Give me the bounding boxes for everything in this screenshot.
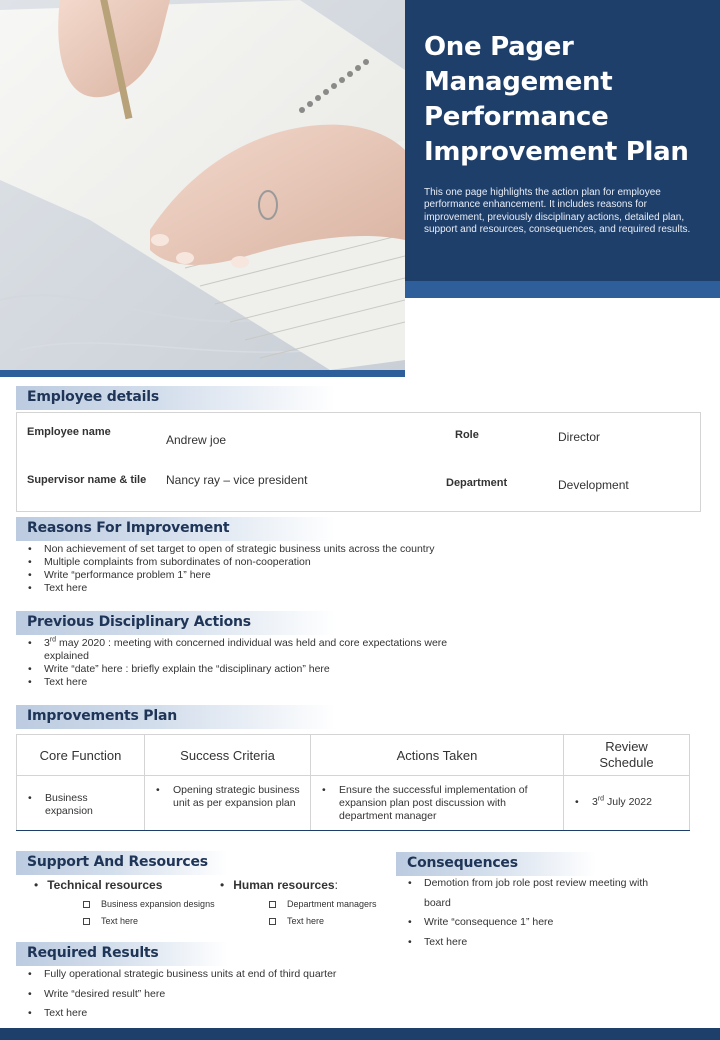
list-item: • Text here — [16, 1004, 416, 1024]
technical-resources-label: • Technical resources — [34, 878, 163, 892]
list-item: • Write “consequence 1” here — [396, 913, 666, 933]
table-header-row — [17, 735, 690, 776]
list-item: • Write “desired result” here — [16, 985, 416, 1005]
table-cell: • Business expansion — [17, 776, 145, 831]
table-cell: • 3rd July 2022 — [564, 776, 690, 831]
improvements-plan-heading: Improvements Plan — [16, 705, 336, 729]
department-label: Department — [446, 477, 508, 489]
list-item: • Non achievement of set target to open of strategic business units across the country — [16, 543, 696, 556]
footer-band — [0, 1028, 720, 1040]
required-results-heading: Required Results — [16, 942, 228, 966]
previous-actions-heading: Previous Disciplinary Actions — [16, 611, 336, 635]
support-resources-heading: Support And Resources — [16, 851, 228, 875]
photo-accent-stripe — [0, 370, 405, 377]
table-row — [17, 776, 690, 831]
employee-name-value: Andrew joe — [166, 433, 227, 447]
column-header: Actions Taken — [311, 735, 564, 776]
hero-photo — [0, 0, 405, 370]
consequences-list — [396, 874, 666, 952]
column-header: Success Criteria — [145, 735, 311, 776]
checkbox-icon — [269, 918, 276, 925]
previous-actions-list — [16, 637, 486, 689]
role-label: Role — [455, 429, 479, 441]
reasons-list — [16, 543, 696, 595]
title-accent-stripe — [405, 281, 720, 298]
role-value: Director — [558, 430, 601, 444]
employee-name-label: Employee name — [27, 426, 111, 438]
list-item: • Fully operational strategic business units at end of third quarter — [16, 965, 416, 985]
table-cell: • Opening strategic business unit as per expansion plan — [145, 776, 311, 831]
page-title: One Pager Management Performance Improvement Plan — [424, 32, 689, 167]
column-header: Review Schedule — [564, 735, 690, 776]
checklist-item: Text here — [83, 916, 138, 926]
checkbox-icon — [83, 901, 90, 908]
supervisor-label: Supervisor name & tile — [27, 474, 147, 486]
improvements-plan-table — [16, 734, 690, 831]
page-description: This one page highlights the action plan for employee performance enhancement. It includes reasons for improvement, previously disciplinary actions, detailed plan, support and resources, consequences, and required results. — [424, 187, 691, 236]
list-item: • 3rd may 2020 : meeting with concerned individual was held and core expectations were explained — [16, 637, 486, 663]
checklist-item: Business expansion designs — [83, 899, 215, 909]
list-item: • Write “date” here : briefly explain the “disciplinary action” here — [16, 663, 486, 676]
list-item: • Text here — [396, 933, 666, 953]
consequences-heading: Consequences — [396, 852, 596, 876]
employee-details-box — [16, 412, 701, 512]
reasons-heading: Reasons For Improvement — [16, 517, 336, 541]
checklist-item: Department managers — [269, 899, 377, 909]
list-item: • Text here — [16, 676, 486, 689]
human-resources-label: • Human resources: — [220, 878, 338, 892]
title-panel — [405, 0, 720, 281]
supervisor-value: Nancy ray – vice president — [166, 473, 308, 487]
column-header: Core Function — [17, 735, 145, 776]
employee-details-heading: Employee details — [16, 386, 336, 410]
list-item: • Write “performance problem 1” here — [16, 569, 696, 582]
checklist-item: Text here — [269, 916, 324, 926]
list-item: • Multiple complaints from subordinates of non-cooperation — [16, 556, 696, 569]
checkbox-icon — [83, 918, 90, 925]
list-item: • Text here — [16, 582, 696, 595]
list-item: • Demotion from job role post review meeting with board — [396, 874, 666, 913]
department-value: Development — [558, 478, 629, 492]
checkbox-icon — [269, 901, 276, 908]
table-cell: • Ensure the successful implementation of expansion plan post discussion with department manager — [311, 776, 564, 831]
required-results-list — [16, 965, 416, 1024]
